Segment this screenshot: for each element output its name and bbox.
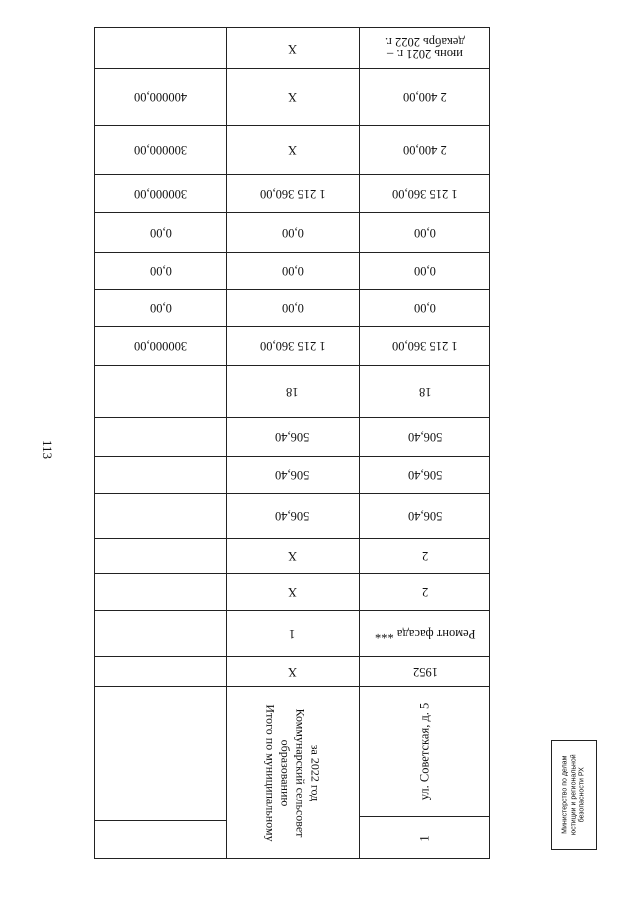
table-cell: 400000,00 bbox=[133, 90, 188, 104]
table-cell: X bbox=[287, 41, 298, 56]
table-cell: 18 bbox=[418, 384, 432, 399]
page-number: 113 bbox=[40, 440, 55, 460]
table-cell: 2 400,00 bbox=[403, 90, 447, 104]
table-cell: 506,40 bbox=[407, 468, 443, 482]
table-cell bbox=[95, 28, 226, 68]
table-cell: 0,00 bbox=[149, 301, 172, 315]
table-cell: 300000,00 bbox=[133, 143, 188, 157]
total-label-cell: Итого по муниципальному образованию Коммунарский сельсовет за 2022 год bbox=[263, 704, 323, 842]
table-cell: X bbox=[287, 549, 298, 563]
table-cell: 1 215 360,00 bbox=[259, 186, 326, 201]
table-cell: 1 215 360,00 bbox=[392, 186, 458, 201]
table-cell bbox=[95, 610, 226, 656]
table-cell: 2 bbox=[421, 585, 429, 599]
table-cell: 300000,00 bbox=[133, 186, 188, 201]
table-cell: 0,00 bbox=[281, 264, 304, 278]
table-cell: 0,00 bbox=[281, 301, 304, 315]
table-cell: 1 215 360,00 bbox=[259, 339, 326, 353]
table-cell: X bbox=[287, 90, 298, 104]
table-cell bbox=[95, 573, 226, 610]
table-cell: 1 215 360,00 bbox=[392, 339, 458, 353]
data-table bbox=[94, 27, 490, 859]
table-cell: X bbox=[287, 664, 298, 679]
table-cell bbox=[95, 417, 226, 456]
registration-stamp: Министерство по делам юстиции и региональной безопасности РХ bbox=[551, 740, 597, 850]
table-cell: 0,00 bbox=[414, 225, 436, 240]
table-cell bbox=[95, 538, 226, 573]
table-cell: 506,40 bbox=[275, 430, 310, 444]
table-cell: 1 bbox=[289, 626, 296, 641]
row-divider bbox=[95, 820, 226, 821]
table-cell: 506,40 bbox=[275, 509, 310, 523]
table-cell bbox=[95, 456, 226, 493]
row-number-cell: 1 bbox=[417, 834, 432, 842]
table-cell: X bbox=[287, 585, 298, 599]
table-cell: 300000,00 bbox=[133, 339, 188, 353]
table-cell: 0,00 bbox=[281, 225, 304, 240]
table-cell: 2 bbox=[421, 549, 429, 563]
table-cell: 0,00 bbox=[414, 301, 436, 315]
table-cell: 18 bbox=[286, 384, 299, 399]
table-cell: 0,00 bbox=[414, 264, 436, 278]
table-cell: 1952 bbox=[412, 664, 438, 679]
table-cell bbox=[95, 656, 226, 686]
table-cell: 506,40 bbox=[407, 509, 443, 523]
table-cell: июнь 2021 г. – декабрь 2022 г. bbox=[385, 35, 465, 61]
table-cell: X bbox=[287, 143, 298, 157]
table-cell: 506,40 bbox=[407, 430, 443, 444]
table-cell: 2 400,00 bbox=[403, 143, 447, 157]
table-cell bbox=[95, 365, 226, 417]
table-cell: 0,00 bbox=[149, 264, 172, 278]
table-cell: Ремонт фасада *** bbox=[374, 626, 476, 641]
table-cell bbox=[95, 493, 226, 538]
table-cell: 506,40 bbox=[275, 468, 310, 482]
table-cell: 0,00 bbox=[149, 225, 172, 240]
address-cell: ул. Советская, д. 5 bbox=[417, 702, 432, 800]
